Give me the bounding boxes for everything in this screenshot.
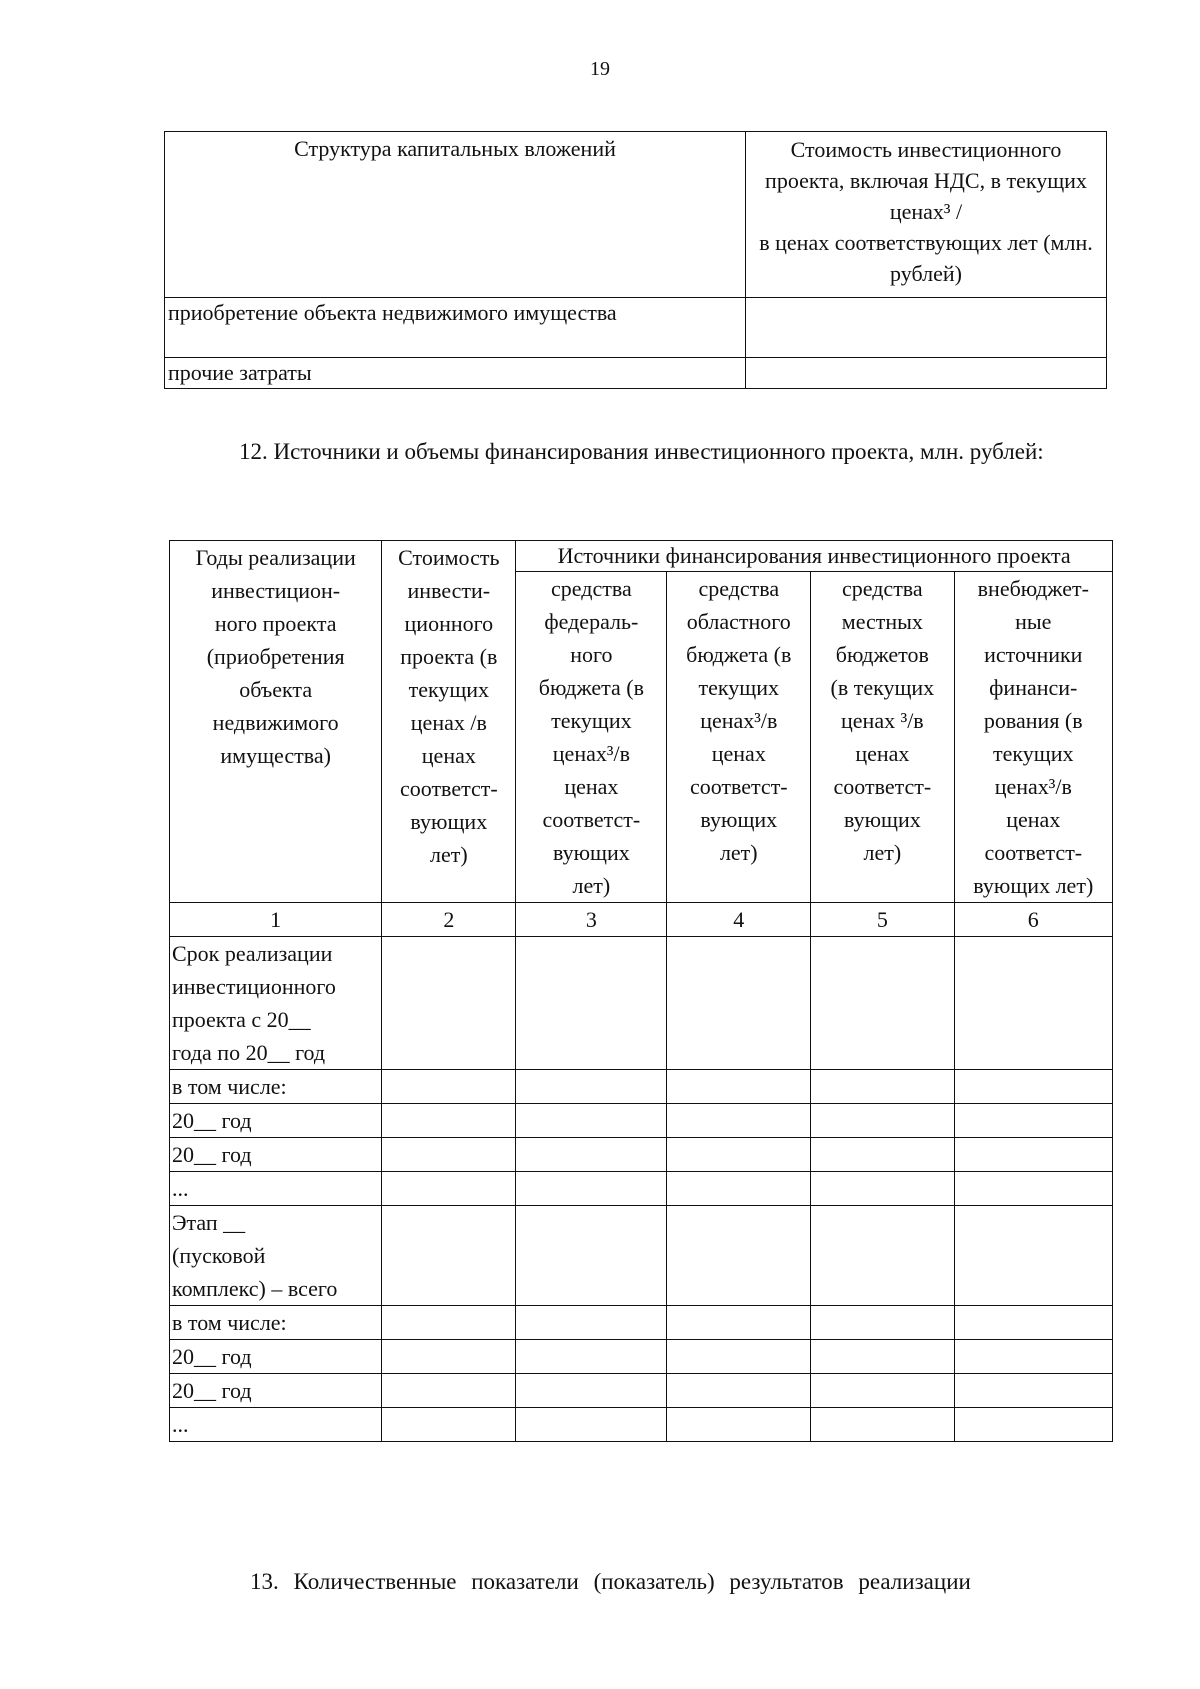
table-row [170, 1138, 1113, 1172]
empty-cell [382, 1206, 516, 1306]
empty-cell [516, 937, 667, 1070]
column-number: 3 [516, 903, 667, 937]
empty-cell [811, 1138, 954, 1172]
empty-cell [954, 937, 1112, 1070]
empty-cell [516, 1104, 667, 1138]
empty-cell [516, 1206, 667, 1306]
empty-cell [667, 1206, 811, 1306]
cost-header: Стоимость инвести- ционного проекта (в текущих ценах /в ценах соответст- вующих лет) [382, 541, 516, 903]
table-header-row [165, 132, 1107, 298]
table-row [170, 1070, 1113, 1104]
page-number: 19 [590, 58, 610, 80]
row-label: приобретение объекта недвижимого имущества [165, 298, 746, 358]
financing-sources-table [169, 540, 1113, 1442]
empty-cell [667, 937, 811, 1070]
empty-cell [516, 1070, 667, 1104]
empty-cell [954, 1104, 1112, 1138]
empty-cell [516, 1138, 667, 1172]
empty-cell [382, 1070, 516, 1104]
row-label: Этап __ (пусковой комплекс) – всего [170, 1206, 382, 1306]
row-label: 20__ год [170, 1340, 382, 1374]
row-label: ... [170, 1408, 382, 1442]
row-label: Срок реализации инвестиционного проекта с 20__ года по 20__ год [170, 937, 382, 1070]
local-budget-header: средства местных бюджетов (в текущих ценах ³/в ценах соответст- вующих лет) [811, 572, 954, 903]
empty-cell [382, 1104, 516, 1138]
empty-cell [746, 298, 1107, 358]
row-label: ... [170, 1172, 382, 1206]
empty-cell [954, 1206, 1112, 1306]
empty-cell [811, 1374, 954, 1408]
column-numbers-row [170, 903, 1113, 937]
column-number: 2 [382, 903, 516, 937]
empty-cell [667, 1104, 811, 1138]
table-header-row [170, 541, 1113, 572]
regional-budget-header: средства областного бюджета (в текущих ценах³/в ценах соответст- вующих лет) [667, 572, 811, 903]
table-row [165, 298, 1107, 358]
empty-cell [954, 1138, 1112, 1172]
table-row [170, 1206, 1113, 1306]
sources-group-header: Источники финансирования инвестиционного проекта [516, 541, 1113, 572]
empty-cell [811, 1070, 954, 1104]
empty-cell [746, 358, 1107, 389]
extrabudgetary-header: внебюджет- ные источники финанси- рования (в текущих ценах³/в ценах соответст- вующих лет) [954, 572, 1112, 903]
empty-cell [667, 1138, 811, 1172]
empty-cell [382, 1340, 516, 1374]
capital-structure-table [164, 131, 1107, 389]
empty-cell [667, 1408, 811, 1442]
empty-cell [667, 1306, 811, 1340]
empty-cell [382, 1408, 516, 1442]
empty-cell [811, 1340, 954, 1374]
column-number: 1 [170, 903, 382, 937]
years-header: Годы реализации инвестицион- ного проекта (приобретения объекта недвижимого имущества) [170, 541, 382, 903]
table-row [170, 1408, 1113, 1442]
empty-cell [516, 1306, 667, 1340]
empty-cell [811, 1408, 954, 1442]
row-label: 20__ год [170, 1138, 382, 1172]
empty-cell [811, 1172, 954, 1206]
empty-cell [811, 1104, 954, 1138]
empty-cell [811, 937, 954, 1070]
table-row [170, 1104, 1113, 1138]
empty-cell [954, 1374, 1112, 1408]
empty-cell [382, 1374, 516, 1408]
section-13-paragraph: 13. Количественные показатели (показатель) результатов реализации [250, 1569, 971, 1594]
empty-cell [954, 1070, 1112, 1104]
empty-cell [667, 1172, 811, 1206]
empty-cell [667, 1374, 811, 1408]
row-label: 20__ год [170, 1104, 382, 1138]
empty-cell [516, 1408, 667, 1442]
section-12-paragraph: 12. Источники и объемы финансирования инвестиционного проекта, млн. рублей: [239, 439, 1044, 464]
row-label: прочие затраты [165, 358, 746, 389]
column-number: 5 [811, 903, 954, 937]
capital-structure-header: Структура капитальных вложений [165, 132, 746, 298]
table-row [170, 1374, 1113, 1408]
empty-cell [382, 1306, 516, 1340]
table-row [170, 937, 1113, 1070]
empty-cell [811, 1306, 954, 1340]
federal-budget-header: средства федераль- ного бюджета (в текущих ценах³/в ценах соответст- вующих лет) [516, 572, 667, 903]
table-row [170, 1172, 1113, 1206]
empty-cell [954, 1408, 1112, 1442]
column-number: 4 [667, 903, 811, 937]
row-label: в том числе: [170, 1070, 382, 1104]
empty-cell [516, 1172, 667, 1206]
empty-cell [382, 1138, 516, 1172]
table-row [170, 1306, 1113, 1340]
empty-cell [954, 1340, 1112, 1374]
empty-cell [954, 1306, 1112, 1340]
table-row [165, 358, 1107, 389]
project-cost-header: Стоимость инвестиционного проекта, включая НДС, в текущих ценах³ / в ценах соответствующих лет (млн. рублей) [746, 132, 1107, 298]
table-row [170, 1340, 1113, 1374]
empty-cell [382, 1172, 516, 1206]
empty-cell [954, 1172, 1112, 1206]
row-label: 20__ год [170, 1374, 382, 1408]
empty-cell [516, 1340, 667, 1374]
row-label: в том числе: [170, 1306, 382, 1340]
column-number: 6 [954, 903, 1112, 937]
empty-cell [382, 937, 516, 1070]
empty-cell [667, 1340, 811, 1374]
empty-cell [811, 1206, 954, 1306]
empty-cell [516, 1374, 667, 1408]
empty-cell [667, 1070, 811, 1104]
